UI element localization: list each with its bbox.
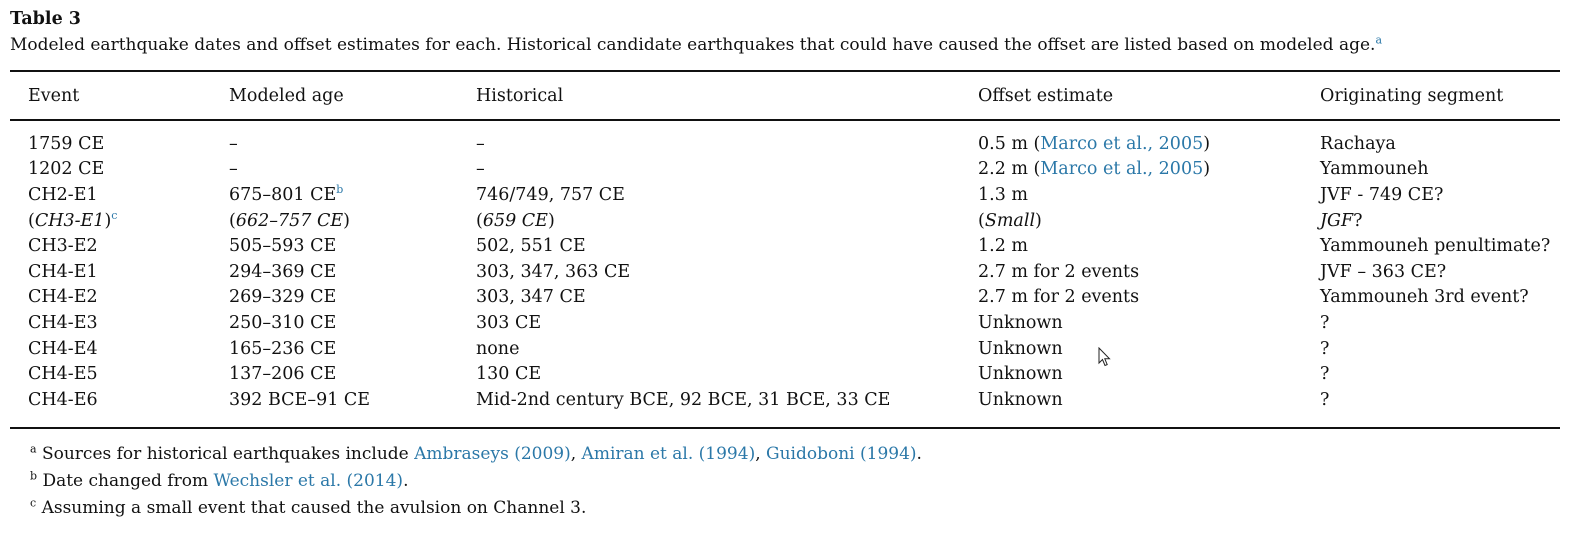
footnote-marker: c: [30, 496, 37, 510]
cell-age: [229, 208, 476, 234]
cell-segment: Yammouneh 3rd event?: [1320, 287, 1529, 308]
table-row: [10, 182, 1560, 208]
cell-segment: [1320, 208, 1560, 234]
cell-age: –: [229, 159, 238, 180]
cell-segment: Rachaya: [1320, 133, 1396, 154]
table-bottom-rule: [10, 427, 1560, 429]
table-row: [10, 157, 1560, 183]
cell-segment: ?: [1320, 389, 1330, 410]
cell-age: 392 BCE–91 CE: [229, 389, 371, 410]
cell-offset: [978, 208, 1320, 234]
offset-close: ): [1203, 159, 1211, 180]
column-header-event: Event: [28, 86, 80, 106]
cell-historical: 502, 551 CE: [476, 236, 586, 257]
footnote-marker: a: [30, 442, 37, 456]
footnote-marker: b: [30, 469, 38, 483]
cell-historical: none: [476, 338, 520, 359]
cell-historical: 130 CE: [476, 364, 542, 385]
cell-segment: ?: [1320, 338, 1330, 359]
table-row: [10, 233, 1560, 259]
cell-age: 165–236 CE: [229, 338, 337, 359]
cell-segment: ?: [1320, 312, 1330, 333]
cell-event: CH4-E5: [28, 364, 98, 385]
footnote-b-link[interactable]: b: [336, 183, 344, 197]
cell-age: –: [229, 133, 238, 154]
header-row: [10, 72, 1560, 120]
offset-value: 2.2 m (: [978, 159, 1041, 180]
citation-link[interactable]: Wechsler et al. (2014): [213, 471, 404, 491]
footnote-c-link[interactable]: c: [111, 208, 118, 222]
cell-historical: 303, 347 CE: [476, 287, 586, 308]
cell-event: CH4-E6: [28, 389, 98, 410]
cell-offset: 1.2 m: [978, 236, 1028, 257]
cell-event: CH4-E1: [28, 261, 98, 282]
cell-historical: [476, 208, 978, 234]
question-mark: ?: [1353, 210, 1363, 231]
footnote-text: Date changed from: [42, 471, 214, 491]
cell-segment: ?: [1320, 364, 1330, 385]
cell-offset: Unknown: [978, 389, 1063, 410]
table-row: [10, 361, 1560, 387]
citation-link[interactable]: Amiran et al. (1994): [581, 444, 756, 464]
paren: (: [978, 210, 985, 231]
cell-historical: –: [476, 159, 485, 180]
cell-age: 250–310 CE: [229, 312, 337, 333]
cell-event: CH2-E1: [28, 184, 98, 205]
cell-offset: Unknown: [978, 312, 1063, 333]
cell-offset: 2.7 m for 2 events: [978, 261, 1140, 282]
cell-offset: Unknown: [978, 364, 1063, 385]
paren: (: [229, 210, 236, 231]
paren: ): [547, 210, 555, 231]
event-italic: CH3-E1: [34, 210, 105, 231]
table-row: [10, 336, 1560, 362]
age-italic: 662–757 CE: [235, 210, 344, 231]
footnote-b: [30, 468, 922, 495]
cell-event: CH4-E4: [28, 338, 98, 359]
paren: (: [28, 210, 35, 231]
offset-value: 0.5 m (: [978, 133, 1041, 154]
column-header-offset-estimate: Offset estimate: [978, 86, 1114, 106]
citation-link[interactable]: Ambraseys (2009): [414, 444, 571, 464]
table-row: [10, 387, 1560, 413]
cell-historical: –: [476, 133, 485, 154]
column-header-modeled-age: Modeled age: [229, 86, 344, 106]
cell-event: CH4-E2: [28, 287, 98, 308]
cell-event: [10, 208, 229, 234]
cell-offset: 2.7 m for 2 events: [978, 287, 1140, 308]
caption-footnote-link[interactable]: a: [1375, 33, 1382, 47]
cell-segment: Yammouneh penultimate?: [1320, 236, 1551, 257]
age-value: 675–801 CE: [229, 184, 337, 205]
table-row: [10, 120, 1560, 157]
cell-segment: Yammouneh: [1320, 159, 1429, 180]
segment-italic: JGF: [1320, 210, 1354, 231]
column-header-historical: Historical: [476, 86, 564, 106]
table-row: [10, 310, 1560, 336]
citation-link[interactable]: Marco et al., 2005: [1040, 133, 1204, 154]
paren: (: [476, 210, 483, 231]
column-header-originating-segment: Originating segment: [1320, 86, 1504, 106]
table-row: [10, 208, 1560, 234]
footnote-text: Sources for historical earthquakes include: [41, 444, 415, 464]
table-row: [10, 285, 1560, 311]
citation-link[interactable]: Guidoboni (1994): [766, 444, 917, 464]
cell-segment: JVF – 363 CE?: [1320, 261, 1447, 282]
footnote-c: [30, 495, 922, 522]
paren: ): [343, 210, 350, 231]
footnotes: [30, 441, 922, 522]
cell-offset: [978, 120, 1320, 157]
paren: ): [1035, 210, 1042, 231]
cell-age: 294–369 CE: [229, 261, 337, 282]
cell-age: 137–206 CE: [229, 364, 337, 385]
cell-event: 1202 CE: [28, 159, 105, 180]
footnote-suffix: .: [403, 471, 409, 491]
table-row: [10, 259, 1560, 285]
cell-historical: Mid-2nd century BCE, 92 BCE, 31 BCE, 33 CE: [476, 389, 891, 410]
footnote-suffix: .: [916, 444, 922, 464]
table-title: Table 3: [10, 9, 81, 29]
citation-link[interactable]: Marco et al., 2005: [1040, 159, 1204, 180]
cell-age: [229, 182, 476, 208]
cell-segment: JVF - 749 CE?: [1320, 184, 1444, 205]
offset-close: ): [1203, 133, 1211, 154]
earthquake-table: [10, 72, 1560, 413]
historical-italic: 659 CE: [482, 210, 548, 231]
footnote-text: Assuming a small event that caused the avulsion on Channel 3.: [41, 498, 587, 518]
cell-event: CH4-E3: [28, 312, 98, 333]
caption-text: Modeled earthquake dates and offset estimates for each. Historical candidate earthquakes that could have caused the offset are listed based on modeled age.: [10, 35, 1376, 55]
cell-offset: Unknown: [978, 338, 1063, 359]
cell-historical: 303, 347, 363 CE: [476, 261, 631, 282]
cell-event: CH3-E2: [28, 236, 98, 257]
mouse-pointer-icon: [1098, 347, 1111, 371]
offset-italic: Small: [984, 210, 1036, 231]
cell-event: 1759 CE: [28, 133, 105, 154]
table-caption: [10, 34, 1382, 56]
cell-offset: [978, 157, 1320, 183]
cell-historical: 746/749, 757 CE: [476, 184, 625, 205]
separator: ,: [755, 444, 767, 464]
cell-historical: 303 CE: [476, 312, 542, 333]
separator: ,: [570, 444, 582, 464]
cell-age: 505–593 CE: [229, 236, 337, 257]
paren: ): [104, 210, 112, 231]
cell-age: 269–329 CE: [229, 287, 337, 308]
footnote-a: [30, 441, 922, 468]
cell-offset: 1.3 m: [978, 184, 1028, 205]
